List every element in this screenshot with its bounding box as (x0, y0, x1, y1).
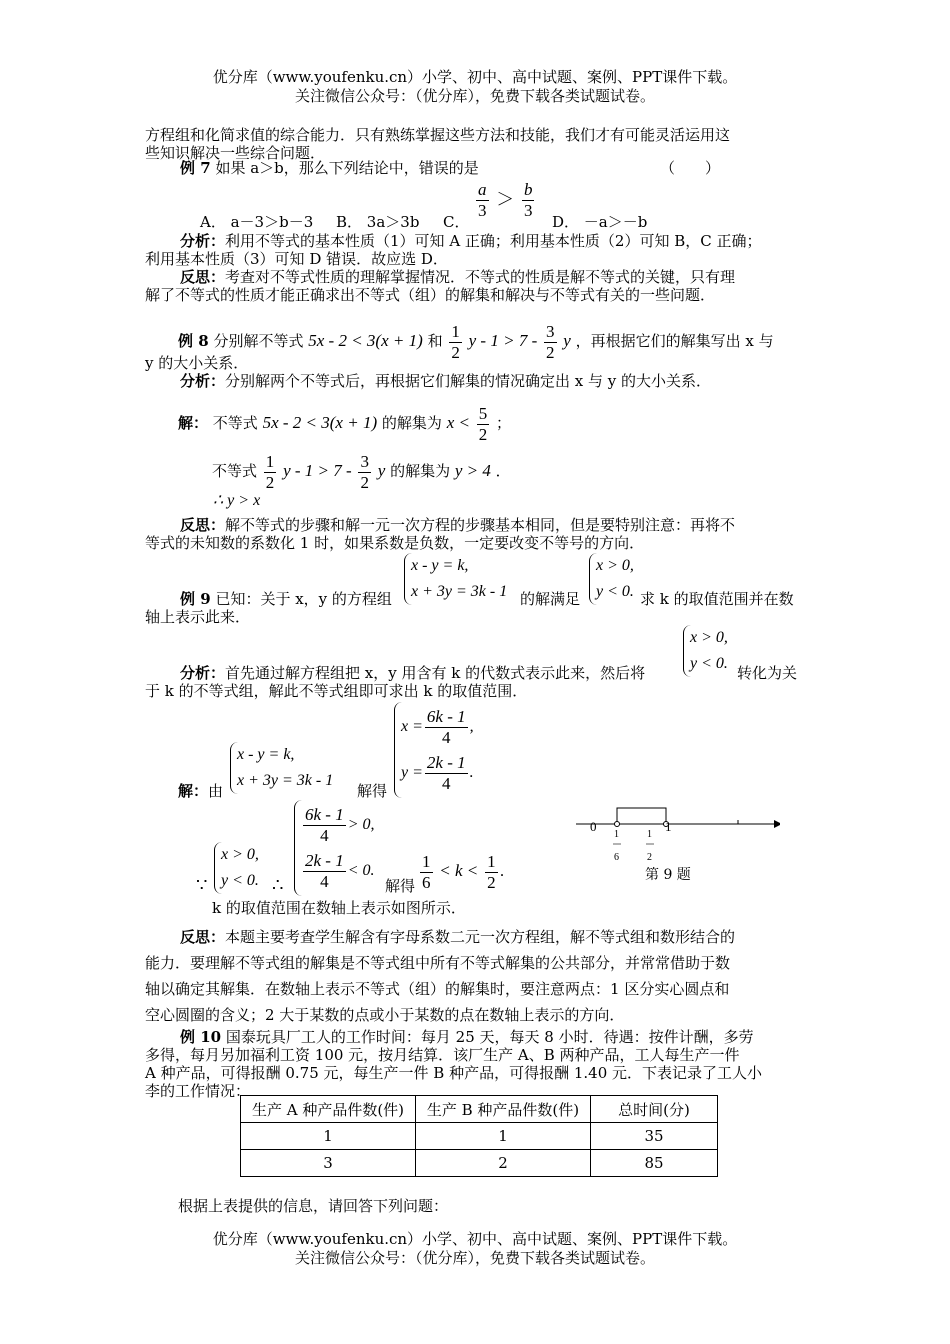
table-cell: 85 (591, 1150, 718, 1177)
ex7-analysis-line-1: 分析：利用不等式的基本性质（1）可知 A 正确；利用基本性质（2）可知 B，C 正确； (180, 232, 762, 250)
open-circle-one-sixth (615, 822, 620, 827)
label-one-sixth-den: 6 (614, 852, 619, 863)
ex8-ineq-1: 5x - 2 < 3(x + 1) (308, 331, 423, 350)
ex8-frac-three-halves: $\frac{3}{2}$ (546, 321, 555, 362)
footer-line-1: 优分库（www.youfenku.cn）小学、初中、高中试题、案例、PPT课件下载。 (212, 1230, 738, 1248)
ex9-condition: x > 0, y < 0. (589, 553, 634, 605)
ex8-frac-half: $\frac{1}{2}$ (451, 321, 460, 362)
table-row (241, 1123, 718, 1150)
intro-line-2: 些知识解决一些综合问题． (145, 144, 326, 162)
ex9-reflect-line-4: 空心圆圈的含义；2 大于某数的点或小于某数的点在数轴上表示的方向． (145, 1006, 625, 1024)
ex9-solve-label-line: 解：由 (178, 782, 224, 800)
ex9-system: x - y = k, x + 3y = 3k - 1 (404, 553, 507, 605)
ex10-label: 例 10 (180, 1028, 222, 1046)
ex8-analysis-line: 分析：分别解两个不等式后，再根据它们解集的情况确定出 x 与 y 的大小关系． (180, 372, 712, 390)
ex8-label: 例 8 (178, 332, 209, 350)
header-line-2: 关注微信公众号：（优分库），免费下载各类试题试卷。 (294, 87, 655, 105)
ex9-reflect-line-3: 轴以确定其解集．在数轴上表示不等式（组）的解集时，要注意两点：1 区分实心圆点和 (145, 980, 730, 998)
footer-line-2: 关注微信公众号：（优分库），免费下载各类试题试卷。 (294, 1249, 655, 1267)
ex9-result-get: 解得 (385, 877, 416, 895)
ex7-frac-a: $\frac{a}{3}$ (478, 180, 487, 220)
ex9-because-symbol: ∵ (196, 875, 208, 896)
ex9-figure-caption: 第 9 题 (645, 867, 691, 883)
ex7-reflect-line-1: 反思：考查对不等式性质的理解掌握情况．不等式的性质是解不等式的关键，只有理 (180, 268, 736, 286)
ex9-reflect-line-2: 能力．要理解不等式组的解集是不等式组中所有不等式解集的公共部分，并常常借助于数 (145, 954, 731, 972)
ex8-conclusion: ∴ y > x (213, 492, 261, 509)
label-one-half-den: 2 (647, 852, 652, 863)
ex7-analysis-label: 分析： (180, 232, 226, 250)
ex7-option-d: D． －a＞－b (552, 213, 648, 231)
ex9-analysis-condition: x > 0, y < 0. (683, 625, 728, 677)
ex9-label: 例 9 (180, 590, 211, 608)
ex9-condition-2: x > 0, y < 0. (214, 842, 259, 894)
ex10-line-4: 李的工作情况： (145, 1082, 251, 1100)
ex7-option-c-expr: $\frac{a}{3}$ ＞ $\frac{b}{3}$ (478, 180, 533, 220)
ex9-analysis-line-1: 分析：首先通过解方程组把 x，y 用含有 k 的代数式表示此来，然后将 (180, 664, 646, 682)
ex9-stem-start: 例 9 已知：关于 x，y 的方程组 (180, 590, 392, 608)
table-header-cell: 生产 A 种产品件数(件) (241, 1096, 416, 1123)
ex9-conclusion: k 的取值范围在数轴上表示如图所示． (212, 899, 466, 917)
ex9-therefore-symbol: ∴ (272, 875, 284, 896)
ex7-paren: （ ） (660, 159, 721, 177)
ex9-stem-end: 求 k 的取值范围并在数 (640, 590, 794, 608)
ex7-reflect-label: 反思： (180, 268, 226, 286)
ex7-stem-line (180, 159, 479, 177)
table-cell: 1 (416, 1123, 591, 1150)
label-one-half-num: 1 (647, 829, 652, 840)
ex8-solve-line-2: 不等式 $\frac{1}{2}$ y - 1 > 7 - $\frac{3}{2}$ y 的解集为 y > 4 ． (212, 451, 511, 492)
table-header-cell: 生产 B 种产品件数(件) (416, 1096, 591, 1123)
ex7-stem: 如果 a＞b，那么下列结论中，错误的是 (215, 159, 479, 177)
table-row (241, 1150, 718, 1177)
ex8-reflect-line-2: 等式的未知数的系数化 1 时，如果系数是负数，一定要改变不等号的方向． (145, 534, 645, 552)
table-header-cell: 总时间(分) (591, 1096, 718, 1123)
table-cell: 2 (416, 1150, 591, 1177)
work-record-table (240, 1095, 718, 1177)
ex8-reflect-line-1: 反思：解不等式的步骤和解一元一次方程的步骤基本相同，但是要特别注意：再将不 (180, 516, 736, 534)
label-one: 1 (665, 819, 672, 834)
ex8-stem-line-2: y 的大小关系． (145, 354, 249, 372)
ex7-label: 例 7 (180, 159, 211, 177)
ex10-line-2: 多得，每月另加福利工资 100 元，按月结算．该厂生产 A、B 两种产品，工人每生产一件 (145, 1046, 740, 1064)
ex9-analysis-line-2: 于 k 的不等式组，解此不等式组即可求出 k 的取值范围． (145, 682, 528, 700)
ex9-result: $\frac{1}{6}$ < k < $\frac{1}{2}$ . (422, 851, 505, 892)
number-line-arrow (774, 820, 780, 828)
ex9-analysis-line-1b: 转化为关 (737, 664, 798, 682)
ex8-solve-label: 解： (178, 414, 209, 432)
table-header-row (241, 1096, 718, 1123)
header-line-1: 优分库（www.youfenku.cn）小学、初中、高中试题、案例、PPT课件下载。 (212, 68, 738, 86)
ex7-frac-b: $\frac{b}{3}$ (523, 180, 533, 220)
ex9-reflect-line-1: 反思：本题主要考查学生解含有字母系数二元一次方程组，解不等式组和数形结合的 (180, 928, 736, 946)
ex9-solved-get: 解得 (357, 782, 388, 800)
table-cell: 35 (591, 1123, 718, 1150)
solution-interval-bracket (617, 808, 666, 824)
ex10-line-1: 例 10 国泰玩具厂工人的工作时间：每月 25 天，每天 8 小时．待遇：按件计酬，多劳 (180, 1028, 754, 1046)
table-cell: 1 (241, 1123, 416, 1150)
ex7-option-c: C． (443, 213, 470, 231)
ex7-option-b: B． 3a＞3b (336, 213, 420, 231)
ex9-stem-line-2: 轴上表示此来． (145, 608, 251, 626)
ex9-stem-mid: 的解满足 (520, 590, 581, 608)
label-one-sixth-num: 1 (614, 829, 619, 840)
ex8-stem-line: 例 8 分别解不等式 5x - 2 < 3(x + 1) 和 $\frac{1}{2}$ y - 1 > 7 - $\frac{3}{2}$ y ，再根据它们的解集写出 x 与 (178, 321, 774, 362)
ex9-solve-system: x - y = k, x + 3y = 3k - 1 (230, 742, 333, 794)
ex7-option-a: A． a－3＞b－3 (200, 213, 314, 231)
ex9-solution-system: x = $\frac{6k - 1}{4}$ , y = $\frac{2k - 1}{4}$ . (394, 702, 474, 798)
ex8-solve-line-1: 解： 不等式 5x - 2 < 3(x + 1) 的解集为 x < $\frac{5}{2}$ ； (178, 403, 512, 444)
ex8-frac-five-halves: $\frac{5}{2}$ (478, 403, 488, 444)
ex10-line-3: A 种产品，可得报酬 0.75 元，每生产一件 B 种产品，可得报酬 1.40 元．下表记录了工人小 (145, 1064, 763, 1082)
table-cell: 3 (241, 1150, 416, 1177)
ex7-reflect-line-2: 解了不等式的性质才能正确求出不等式（组）的解集和解决与不等式有关的一些问题． (145, 286, 716, 304)
ex9-inequality-system: $\frac{6k - 1}{4}$ > 0, $\frac{2k - 1}{4}$ < 0. (294, 800, 375, 896)
closing-question: 根据上表提供的信息，请回答下列问题： (178, 1197, 449, 1215)
label-zero: 0 (590, 819, 597, 834)
intro-line-1: 方程组和化简求值的综合能力．只有熟练掌握这些方法和技能，我们才有可能灵活运用这 (145, 126, 731, 144)
ex7-analysis-line-2: 利用基本性质（3）可知 D 错误．故应选 D． (145, 250, 448, 268)
